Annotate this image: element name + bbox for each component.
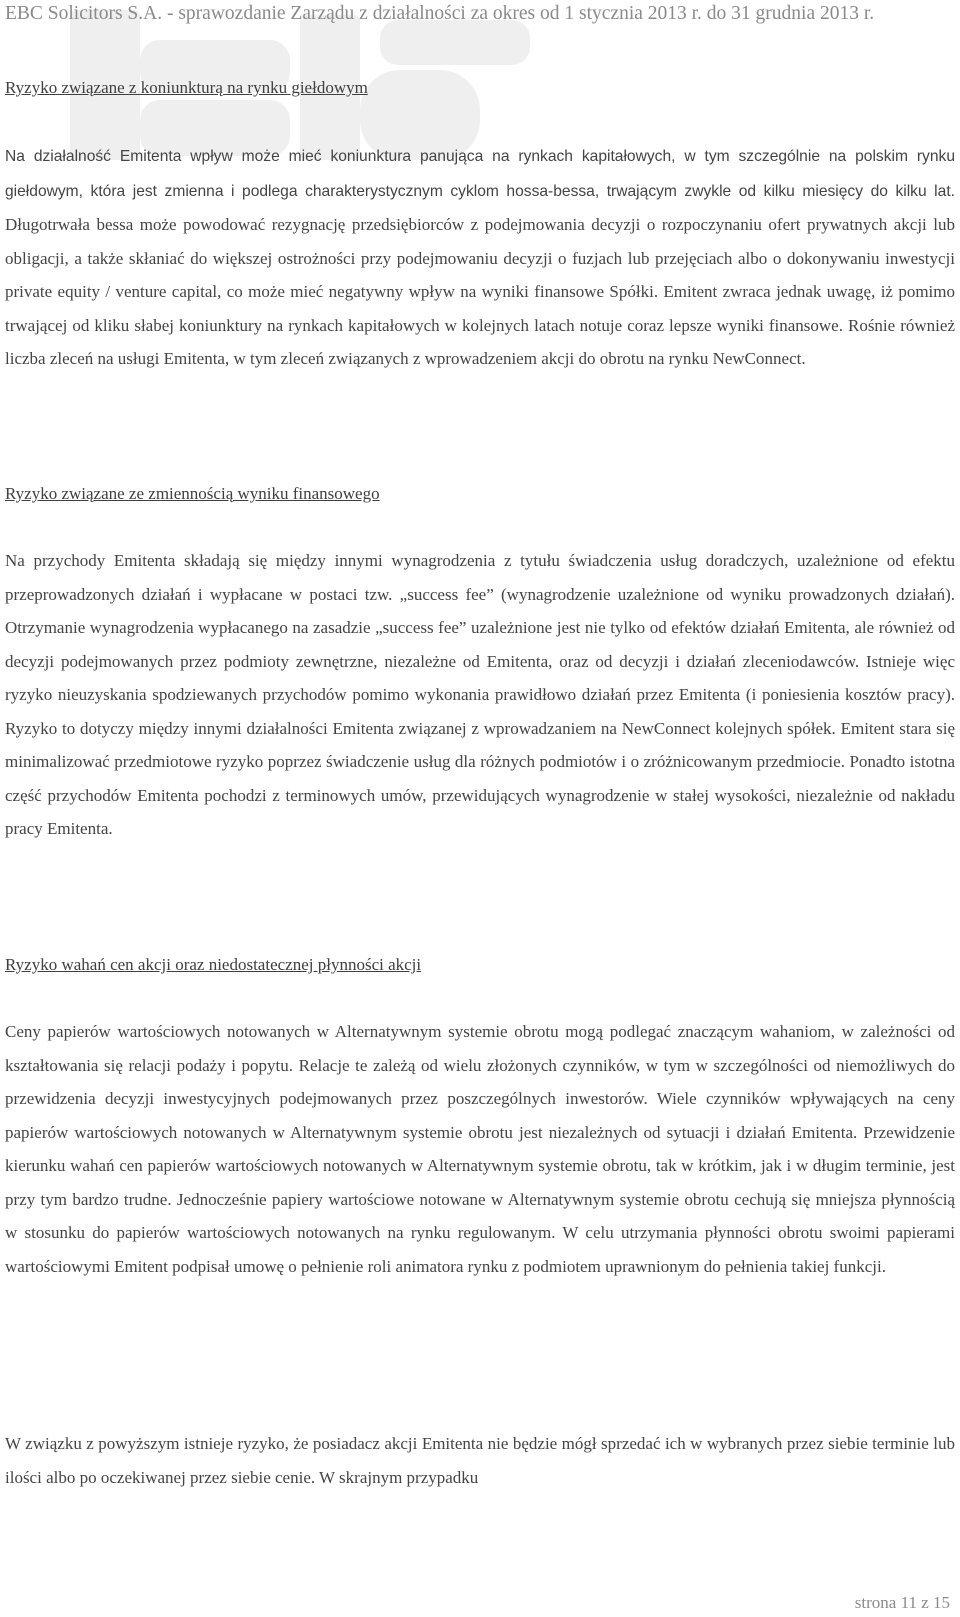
- paragraph-sans-segment: Na działalność Emitenta wpływ może mieć koniunktura panująca na rynkach kapitałowych, w tym szczególnie na polskim rynku giełdowym, która jest zmienna i podlega charakterystycznym cyklom hossa-bessa, trwającym zwykle od kilku miesięcy do kilku lat.: [5, 148, 955, 200]
- section-paragraph: Ceny papierów wartościowych notowanych w Alternatywnym systemie obrotu mogą podlegać znaczącym wahaniom, w zależności od kształtowania się relacji podaży i popytu. Relacje te zależą od wielu złożonych czynników, w tym w szczególności od niemożliwych do przewidzenia decyzji inwestycyjnych podejmowanych przez poszczególnych inwestorów. Wiele czynników wpływających na ceny papierów wartościowych notowanych w Alternatywnym systemie obrotu jest niezależnych od sytuacji i działań Emitenta. Przewidzenie kierunku wahań cen papierów wartościowych notowanych w Alternatywnym systemie obrotu, tak w krótkim, jak i w długim terminie, jest przy tym bardzo trudne. Jednocześnie papiery wartościowe notowane w Alternatywnym systemie obrotu cechują się mniejsza płynnością w stosunku do papierów wartościowych notowanych na rynku regulowanym. W celu utrzymania płynności obrotu swoimi papierami wartościowymi Emitent podpisał umowę o pełnienie roli animatora rynku z podmiotem uprawnionym do pełnienia takiej funkcji.: [5, 1022, 955, 1276]
- section-market-risk-body: [5, 139, 955, 376]
- section-paragraph: W związku z powyższym istnieje ryzyko, że posiadacz akcji Emitenta nie będzie mógł sprzedać ich w wybranych przez siebie terminie lub ilości albo po oczekiwanej przez siebie cenie. W skrajnym przypadku: [5, 1434, 955, 1487]
- document-header-title: EBC Solicitors S.A. - sprawozdanie Zarządu z działalności za okres od 1 stycznia 2013 r. do 31 grudnia 2013 r.: [5, 3, 875, 24]
- section-financial-risk-body: [5, 544, 955, 846]
- section-liquidity-risk-body: [5, 1015, 955, 1283]
- section-paragraph: [5, 139, 955, 376]
- page-number: strona 11 z 15: [854, 1593, 950, 1612]
- section-financial-risk: [5, 484, 955, 504]
- section-heading: Ryzyko wahań cen akcji oraz niedostatecznej płynności akcji: [5, 955, 422, 974]
- section-paragraph: Na przychody Emitenta składają się między innymi wynagrodzenia z tytułu świadczenia usług doradczych, uzależnione od efektu przeprowadzonych działań i wypłacane w postaci tzw. „success fee” (wynagrodzenie uzależnione od wyniku prowadzonych działań). Otrzymanie wynagrodzenia wypłacanego na zasadzie „success fee” uzależnione jest nie tylko od efektów działań Emitenta, ale również od decyzji podejmowanych przez podmioty zewnętrzne, niezależne od Emitenta, oraz od decyzji i działań zleceniodawców. Istnieje więc ryzyko nieuzyskania spodziewanych przychodów pomimo wykonania prawidłowo działań przez Emitenta (i poniesienia kosztów pracy). Ryzyko to dotyczy między innymi działalności Emitenta związanej z wprowadzaniem na NewConnect kolejnych spółek. Emitent stara się minimalizować przedmiotowe ryzyko poprzez świadczenie usług dla różnych podmiotów i o zróżnicowanym przedmiocie. Ponadto istotna część przychodów Emitenta pochodzi z terminowych umów, przewidujących wynagrodzenie w stałej wysokości, niezależnie od nakładu pracy Emitenta.: [5, 551, 955, 838]
- section-liquidity-risk: [5, 955, 955, 975]
- section-liquidity-risk-body-continued: [5, 1427, 955, 1494]
- section-market-risk: [5, 78, 955, 98]
- section-heading: Ryzyko związane ze zmiennością wyniku finansowego: [5, 484, 380, 503]
- paragraph-serif-segment: Długotrwała bessa może powodować rezygnację przedsiębiorców z podejmowania decyzji o rozpoczynaniu ofert prywatnych akcji lub obligacji, a także skłaniać do większej ostrożności przy podejmowaniu decyzji o fuzjach lub przejęciach albo o dokonywaniu inwestycji private equity / venture capital, co może mieć negatywny wpływ na wyniki finansowe Spółki. Emitent zwraca jednak uwagę, iż pomimo trwającej od kliku słabej koniunktury na rynkach kapitałowych w kolejnych latach notuje coraz lepsze wyniki finansowe. Rośnie również liczba zleceń na usługi Emitenta, w tym zleceń związanych z wprowadzeniem akcji do obrotu na rynku NewConnect.: [5, 215, 955, 368]
- section-heading: Ryzyko związane z koniunkturą na rynku giełdowym: [5, 78, 368, 97]
